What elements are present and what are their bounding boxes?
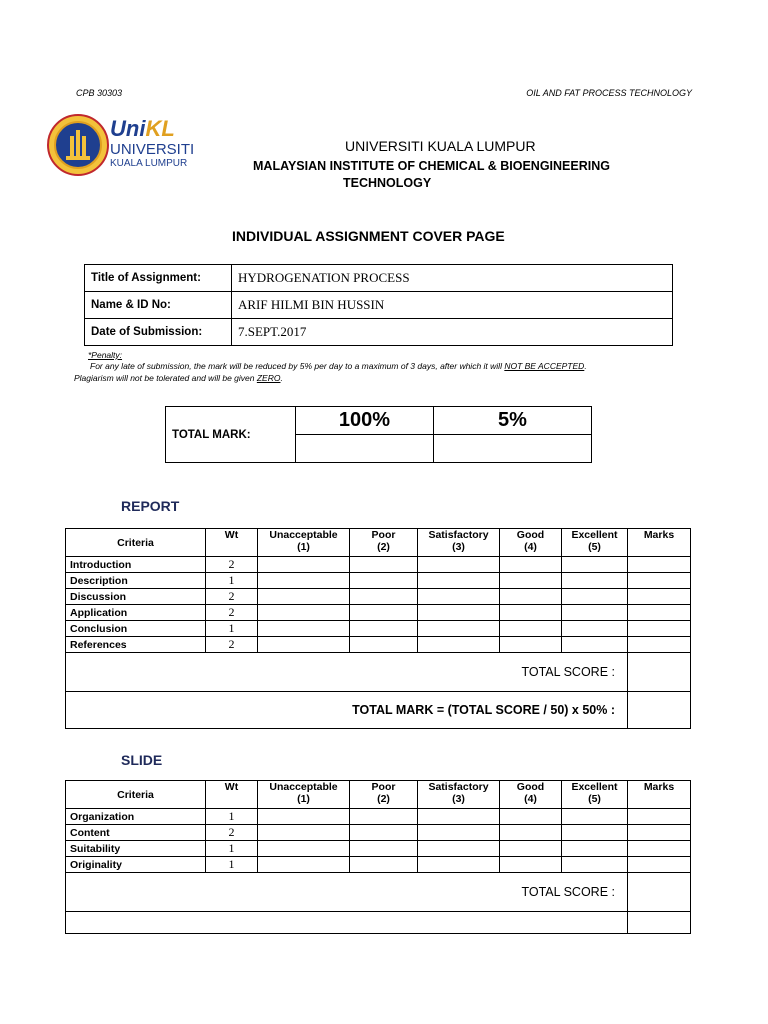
wt-cell: 1 bbox=[206, 809, 258, 825]
logo-line2: KUALA LUMPUR bbox=[110, 158, 188, 169]
wt-header: Wt bbox=[206, 529, 258, 557]
total-mark-formula: TOTAL MARK = (TOTAL SCORE / 50) x 50% : bbox=[66, 692, 628, 729]
wt-cell: 1 bbox=[206, 857, 258, 873]
institute-line2: TECHNOLOGY bbox=[343, 176, 432, 190]
course-name: OIL AND FAT PROCESS TECHNOLOGY bbox=[526, 88, 692, 98]
criteria-cell: Description bbox=[66, 573, 206, 589]
wt-header: Wt bbox=[206, 781, 258, 809]
logo-kl: KL bbox=[145, 116, 175, 141]
logo-line1: UNIVERSITI bbox=[110, 141, 195, 158]
criteria-cell: Content bbox=[66, 825, 206, 841]
criteria-cell: Suitability bbox=[66, 841, 206, 857]
total-score-row bbox=[66, 873, 691, 912]
total-mark-label: TOTAL MARK: bbox=[166, 407, 296, 463]
satisfactory-header: Satisfactory (3) bbox=[418, 781, 500, 809]
slide-heading: SLIDE bbox=[121, 752, 163, 768]
total-mark-blank2 bbox=[434, 435, 592, 463]
poor-header: Poor (2) bbox=[350, 781, 418, 809]
slide-header-row bbox=[66, 781, 691, 809]
excellent-header: Excellent (5) bbox=[562, 781, 628, 809]
criteria-cell: Discussion bbox=[66, 589, 206, 605]
info-label: Name & ID No: bbox=[85, 292, 232, 319]
assignment-info-table bbox=[84, 264, 673, 346]
table-row bbox=[66, 605, 691, 621]
marks-header: Marks bbox=[628, 529, 691, 557]
institute-line1: MALAYSIAN INSTITUTE OF CHEMICAL & BIOENGINEERING bbox=[253, 159, 610, 173]
info-row bbox=[85, 292, 673, 319]
penalty-heading: *Penalty: bbox=[88, 350, 123, 360]
wt-cell: 1 bbox=[206, 573, 258, 589]
cover-title: INDIVIDUAL ASSIGNMENT COVER PAGE bbox=[232, 228, 505, 244]
wt-cell: 2 bbox=[206, 605, 258, 621]
total-mark-box bbox=[165, 406, 592, 463]
criteria-header: Criteria bbox=[66, 781, 206, 809]
criteria-cell: Organization bbox=[66, 809, 206, 825]
info-value: 7.SEPT.2017 bbox=[232, 319, 673, 346]
total-score-row bbox=[66, 653, 691, 692]
unacceptable-header: Unacceptable (1) bbox=[258, 529, 350, 557]
blank-row bbox=[66, 912, 691, 934]
total-score-label: TOTAL SCORE : bbox=[66, 653, 628, 692]
table-row bbox=[66, 809, 691, 825]
table-row bbox=[66, 621, 691, 637]
table-row bbox=[66, 857, 691, 873]
info-label: Date of Submission: bbox=[85, 319, 232, 346]
criteria-cell: Application bbox=[66, 605, 206, 621]
university-name: UNIVERSITI KUALA LUMPUR bbox=[345, 138, 536, 154]
total-mark-col1: 100% bbox=[296, 407, 434, 435]
excellent-header: Excellent (5) bbox=[562, 529, 628, 557]
criteria-cell: Conclusion bbox=[66, 621, 206, 637]
criteria-header: Criteria bbox=[66, 529, 206, 557]
penalty-text-2: Plagiarism will not be tolerated and will be given ZERO. bbox=[74, 373, 283, 383]
unacceptable-header: Unacceptable (1) bbox=[258, 781, 350, 809]
unikl-logo bbox=[46, 112, 196, 178]
criteria-cell: References bbox=[66, 637, 206, 653]
good-header: Good (4) bbox=[500, 781, 562, 809]
satisfactory-header: Satisfactory (3) bbox=[418, 529, 500, 557]
slide-rubric-table bbox=[65, 780, 691, 934]
table-row bbox=[66, 589, 691, 605]
wt-cell: 2 bbox=[206, 557, 258, 573]
report-header-row bbox=[66, 529, 691, 557]
good-header: Good (4) bbox=[500, 529, 562, 557]
wt-cell: 1 bbox=[206, 621, 258, 637]
course-code: CPB 30303 bbox=[76, 88, 123, 98]
criteria-cell: Originality bbox=[66, 857, 206, 873]
table-row bbox=[66, 573, 691, 589]
report-heading: REPORT bbox=[121, 498, 180, 514]
info-value: HYDROGENATION PROCESS bbox=[232, 265, 673, 292]
table-row bbox=[66, 841, 691, 857]
info-label: Title of Assignment: bbox=[85, 265, 232, 292]
total-score-label: TOTAL SCORE : bbox=[66, 873, 628, 912]
penalty-text-1: For any late of submission, the mark will be reduced by 5% per day to a maximum of 3 days, after which it will NOT BE ACCEPTED. bbox=[90, 361, 587, 371]
total-mark-blank1 bbox=[296, 435, 434, 463]
wt-cell: 2 bbox=[206, 637, 258, 653]
table-row bbox=[66, 637, 691, 653]
table-row bbox=[66, 825, 691, 841]
criteria-cell: Introduction bbox=[66, 557, 206, 573]
info-row bbox=[85, 319, 673, 346]
report-rubric-table bbox=[65, 528, 691, 729]
total-mark-row bbox=[66, 692, 691, 729]
info-row bbox=[85, 265, 673, 292]
wt-cell: 2 bbox=[206, 825, 258, 841]
info-value: ARIF HILMI BIN HUSSIN bbox=[232, 292, 673, 319]
table-row bbox=[66, 557, 691, 573]
wt-cell: 1 bbox=[206, 841, 258, 857]
logo-uni: Uni bbox=[110, 116, 146, 141]
poor-header: Poor (2) bbox=[350, 529, 418, 557]
wt-cell: 2 bbox=[206, 589, 258, 605]
marks-header: Marks bbox=[628, 781, 691, 809]
total-mark-col2: 5% bbox=[434, 407, 592, 435]
